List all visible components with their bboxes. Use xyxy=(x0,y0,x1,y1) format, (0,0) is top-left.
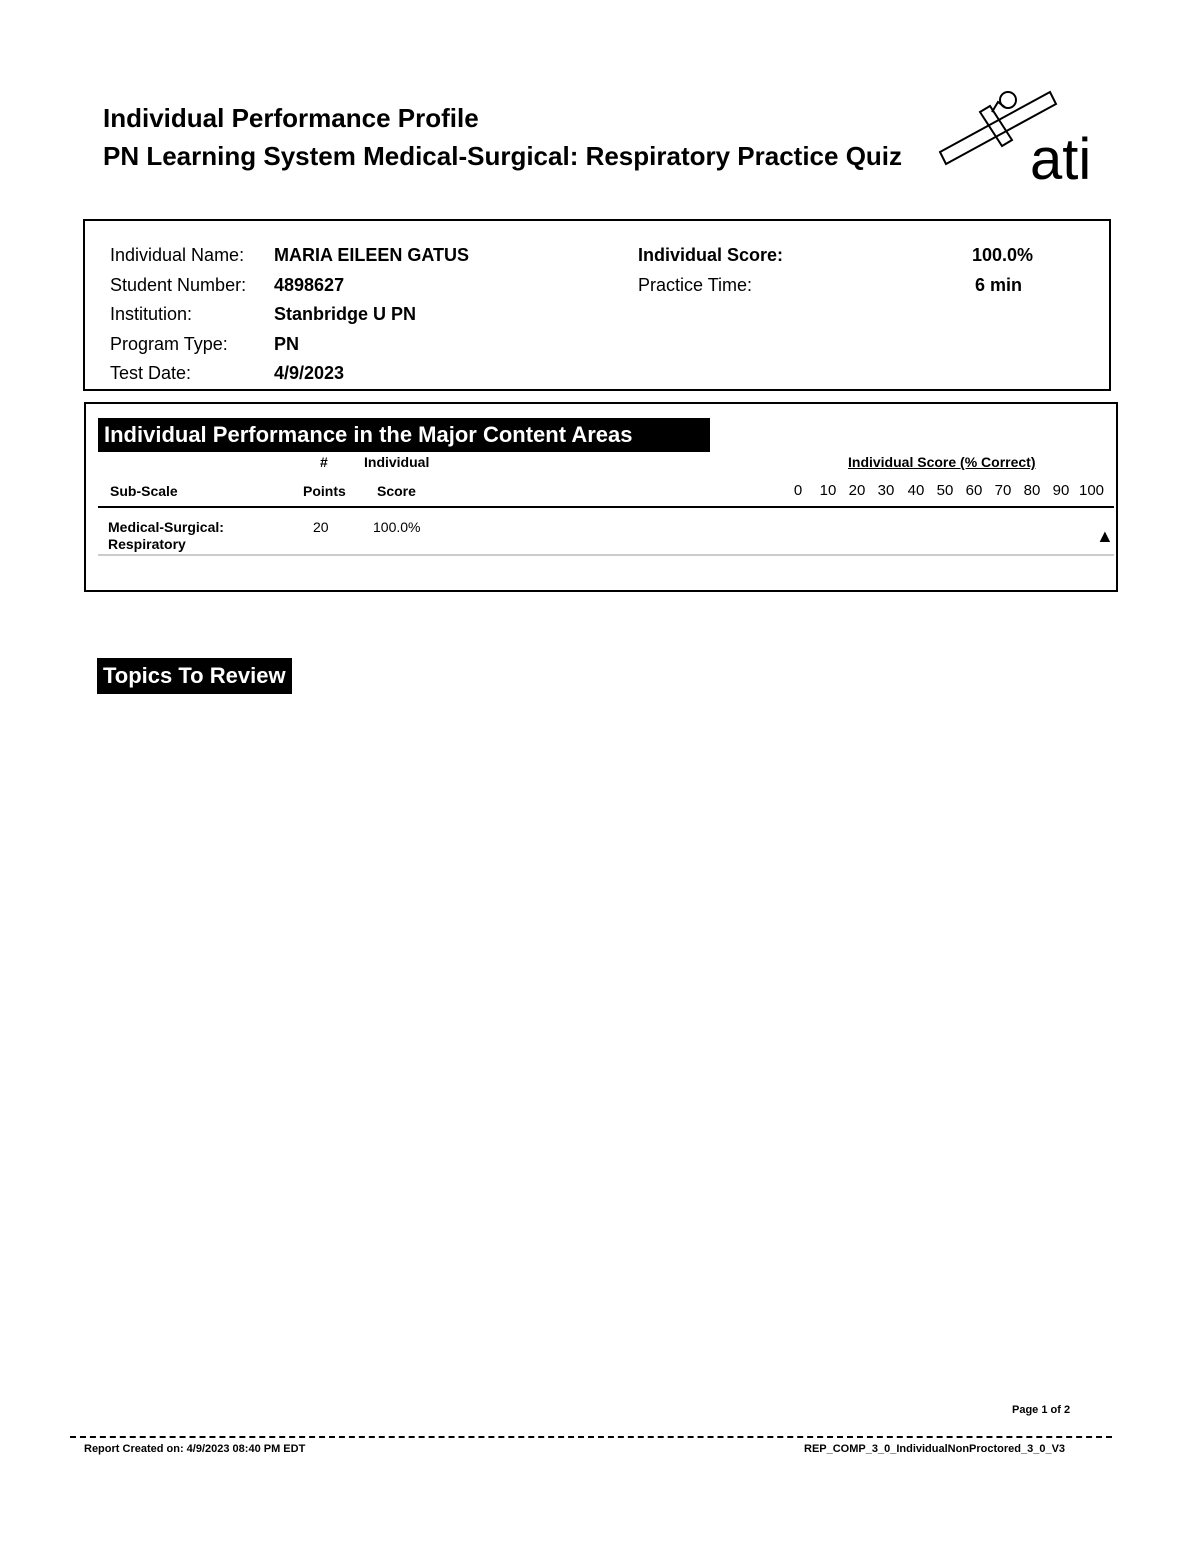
topics-title: Topics To Review xyxy=(97,658,292,694)
practice-time-value: 6 min xyxy=(975,275,1023,295)
tick-label: 70 xyxy=(994,482,1012,499)
tick-label: 0 xyxy=(793,482,803,499)
tick-label: 30 xyxy=(877,482,895,499)
practice-time-label: Practice Time: xyxy=(638,275,753,295)
tick-label: 60 xyxy=(965,482,983,499)
tick-label: 50 xyxy=(936,482,954,499)
col-hash-header: # xyxy=(320,454,328,470)
individual-score-label: Individual Score: xyxy=(638,245,784,265)
institution-label: Institution: xyxy=(110,304,193,324)
student-number-label: Student Number: xyxy=(110,275,247,295)
tick-label: 10 xyxy=(819,482,837,499)
performance-section-title: Individual Performance in the Major Content Areas xyxy=(98,418,710,452)
scale-ticks xyxy=(786,482,1116,504)
report-title: Individual Performance Profile xyxy=(103,103,479,133)
chart-header: Individual Score (% Correct) xyxy=(848,454,1036,470)
report-id: REP_COMP_3_0_IndividualNonProctored_3_0_V3 xyxy=(804,1443,1066,1455)
col-score-header: Score xyxy=(377,483,416,499)
test-date-value: 4/9/2023 xyxy=(274,363,345,383)
individual-score-value: 100.0% xyxy=(972,245,1034,265)
tick-label: 20 xyxy=(848,482,866,499)
ati-logo-icon xyxy=(930,82,1110,192)
program-type-value: PN xyxy=(274,334,300,354)
tick-label: 90 xyxy=(1052,482,1070,499)
col-subscale-header: Sub-Scale xyxy=(110,483,178,499)
ati-logo xyxy=(930,82,1110,192)
page-number: Page 1 of 2 xyxy=(1012,1404,1071,1416)
name-value: MARIA EILEEN GATUS xyxy=(274,245,470,265)
score-cell: 100.0% xyxy=(373,519,421,535)
points-cell: 20 xyxy=(313,519,329,535)
student-number-value: 4898627 xyxy=(274,275,345,295)
subscale-line-1: Medical-Surgical: xyxy=(108,519,224,535)
report-created: Report Created on: 4/9/2023 08:40 PM EDT xyxy=(84,1443,306,1455)
header-rule xyxy=(98,506,1114,508)
subscale-cell xyxy=(108,519,224,553)
name-label: Individual Name: xyxy=(110,245,245,265)
row-rule xyxy=(98,554,1114,556)
score-marker-icon: ▲ xyxy=(1096,526,1114,546)
program-type-label: Program Type: xyxy=(110,334,228,354)
test-date-label: Test Date: xyxy=(110,363,192,383)
performance-box xyxy=(84,402,1118,592)
svg-text:ati: ati xyxy=(1030,127,1092,192)
footer-divider xyxy=(70,1436,1112,1438)
col-points-header: Points xyxy=(303,483,346,499)
tick-label: 40 xyxy=(907,482,925,499)
col-individual-header: Individual xyxy=(364,454,430,470)
tick-label: 100 xyxy=(1079,482,1105,499)
student-info-box xyxy=(83,219,1111,391)
tick-label: 80 xyxy=(1023,482,1041,499)
institution-value: Stanbridge U PN xyxy=(274,304,417,324)
subscale-line-2: Respiratory xyxy=(108,536,186,552)
report-subtitle: PN Learning System Medical-Surgical: Respiratory Practice Quiz xyxy=(103,141,903,171)
